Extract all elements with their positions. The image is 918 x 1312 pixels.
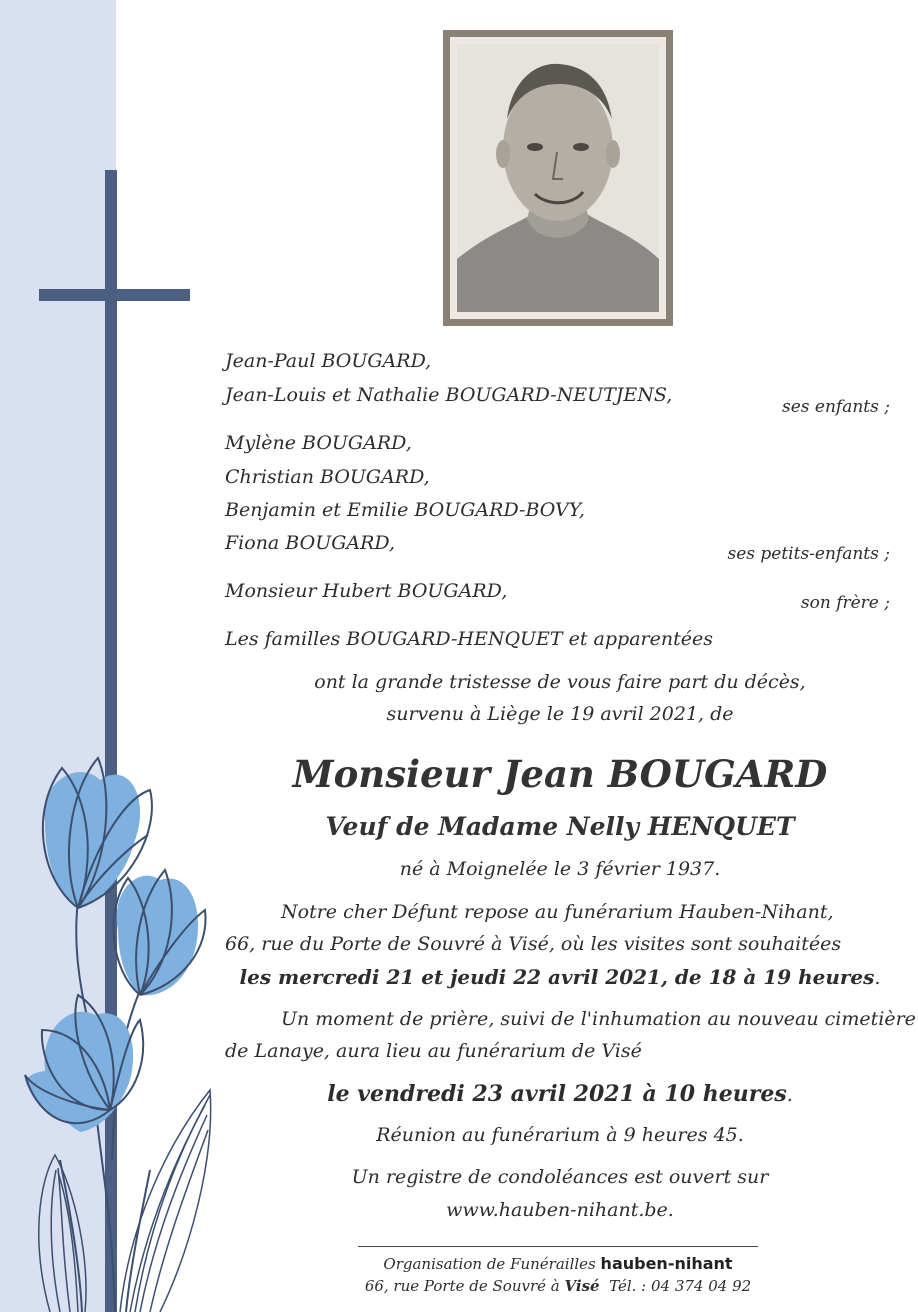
family-line-1: Jean-Paul BOUGARD,: [225, 350, 432, 372]
footer-address-pre: 66, rue Porte de Souvré à: [364, 1277, 560, 1295]
footer-organisation: [358, 1254, 758, 1273]
register-link[interactable]: www.hauben-nihant.be.: [446, 1199, 674, 1221]
ceremony-date-dot: .: [786, 1084, 793, 1106]
family-line-4: Christian BOUGARD,: [225, 466, 430, 488]
family-line-8: Les familles BOUGARD-HENQUET et apparentées: [225, 628, 713, 650]
family-line-5: Benjamin et Emilie BOUGARD-BOVY,: [225, 499, 585, 521]
announcement-line-2: survenu à Liège le 19 avril 2021, de: [386, 703, 734, 725]
relation-children: ses enfants ;: [782, 397, 890, 417]
announcement-line-1: ont la grande tristesse de vous faire part du décès,: [314, 671, 806, 693]
visits-line-2: 66, rue du Porte de Souvré à Visé, où les visites sont souhaitées: [225, 933, 842, 955]
footer-address: [358, 1277, 758, 1295]
portrait-photo: [450, 37, 666, 319]
footer-phone: Tél. : 04 374 04 92: [609, 1277, 752, 1295]
ceremony-line-2: de Lanaye, aura lieu au funérarium de Visé: [225, 1040, 642, 1062]
family-line-6: Fiona BOUGARD,: [225, 532, 396, 554]
deceased-name: Monsieur Jean BOUGARD: [292, 752, 828, 796]
visits-dates: [230, 967, 890, 988]
visits-dates-dot: .: [874, 967, 881, 989]
register-line-1: Un registre de condoléances est ouvert sur: [351, 1166, 769, 1188]
visits-dates-text: les mercredi 21 et jeudi 22 avril 2021, de 18 à 19 heures: [239, 965, 875, 989]
relation-brother: son frère ;: [800, 593, 890, 613]
tulip-flowers-illustration: [0, 740, 230, 1312]
meeting-line: Réunion au funérarium à 9 heures 45.: [376, 1124, 744, 1146]
visits-line-1: Notre cher Défunt repose au funérarium Hauben-Nihant,: [281, 901, 834, 923]
family-line-2: Jean-Louis et Nathalie BOUGARD-NEUTJENS,: [225, 384, 673, 406]
family-line-3: Mylène BOUGARD,: [225, 432, 412, 454]
footer-divider: [358, 1246, 758, 1247]
family-line-7: Monsieur Hubert BOUGARD,: [225, 580, 508, 602]
ceremony-date-text: le vendredi 23 avril 2021 à 10 heures: [327, 1081, 787, 1107]
birth-line: né à Moignelée le 3 février 1937.: [399, 858, 721, 880]
ceremony-line-1: Un moment de prière, suivi de l'inhumation au nouveau cimetière: [281, 1008, 916, 1030]
footer-brand-logo: hauben-nihant: [600, 1254, 733, 1273]
portrait-photo-frame: [443, 30, 673, 326]
relation-grandchildren: ses petits-enfants ;: [727, 544, 890, 564]
cross-horizontal-bar: [39, 289, 190, 301]
ceremony-date: [230, 1083, 890, 1105]
footer-org-label: Organisation de Funérailles: [383, 1255, 596, 1273]
widower-line: Veuf de Madame Nelly HENQUET: [325, 812, 795, 841]
footer-address-city: Visé: [564, 1277, 600, 1295]
